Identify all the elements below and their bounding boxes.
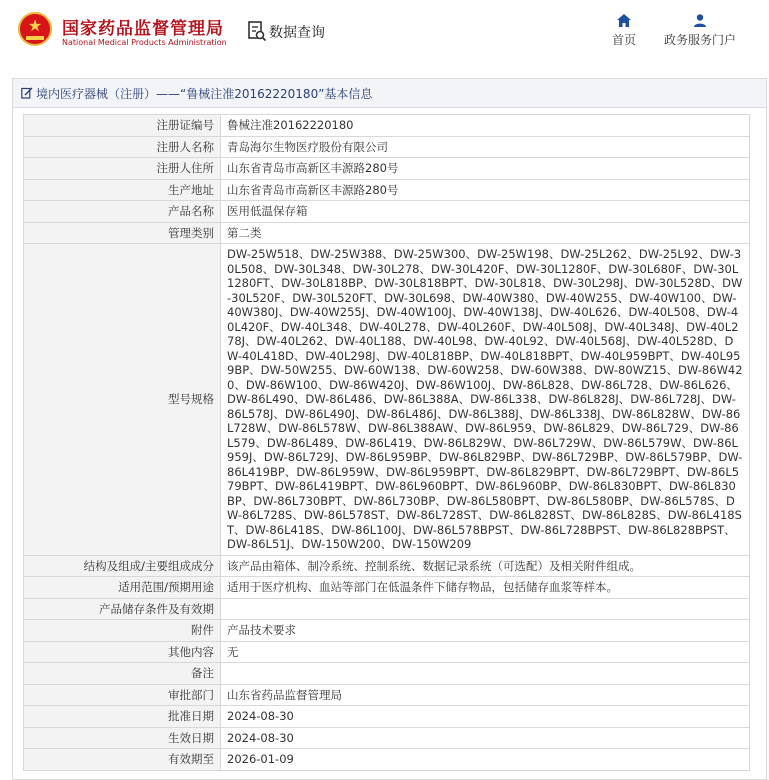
table-row [24,620,750,642]
site-header [0,0,769,68]
model-spec-value: DW-25W518、DW-25W388、DW-25W300、DW-25W198、DW-25L262、DW-25L92、DW-30L508、DW-30L348、DW-30L278、DW-30L420F、DW-30L1280F、DW-30L680F、DW-30L1280FT、DW-30L818BP、DW-30L818BPT、DW-30L818、DW-30L298J、DW-30L528D、DW-30L520F、DW-30L520FT、DW-30L698、DW-40W380、DW-40W255、DW-40W100、DW-40W380J、DW-40W255J、DW-40W100J、DW-40W138J、DW-40L626、DW-40L508、DW-40L420F、DW-40L348、DW-40L278、DW-40L260F、DW-40L508J、DW-40L348J、DW-40L278J、DW-40L262、DW-40L188、DW-40L98、DW-40L92、DW-40L568J、DW-40L528D、DW-40L418D、DW-40L298J、DW-40L818BP、DW-40L818BPT、DW-40L959BPT、DW-40L959BP、DW-50W255、DW-60W138、DW-60W258、DW-60W388、DW-80WZ15、DW-86W420、DW-86W100、DW-86W420J、DW-86W100J、DW-86L828、DW-86L728、DW-86L626、DW-86L490、DW-86L486、DW-86L388A、DW-86L338、DW-86L828J、DW-86L728J、DW-86L578J、DW-86L490J、DW-86L486J、DW-86L388J、DW-86L338J、DW-86L828W、DW-86L728W、DW-86L578W、DW-86L388AW、DW-86L959、DW-86L829、DW-86L729、DW-86L579、DW-86L489、DW-86L419、DW-86L829W、DW-86L729W、DW-86L579W、DW-86L959J、DW-86L729J、DW-86L959BP、DW-86L829BP、DW-86L729BP、DW-86L579BP、DW-86L419BP、DW-86L959W、DW-86L959BPT、DW-86L829BPT、DW-86L729BPT、DW-86L579BPT、DW-86L419BPT、DW-86L960BPT、DW-86L960BP、DW-86L830BPT、DW-86L830BP、DW-86L730BPT、DW-86L730BP、DW-86L580BPT、DW-86L580BP、DW-86L578S、DW-86L728S、DW-86L578ST、DW-86L728ST、DW-86L828ST、DW-86L828S、DW-86L418ST、DW-86L418S、DW-86L100J、DW-86L578BPST、DW-86L728BPST、DW-86L828BPST、DW-86L51J、DW-150W200、DW-150W209 [221,244,750,556]
device-info-panel [12,78,767,780]
field-value: 无 [221,641,750,663]
table-row [24,222,750,244]
field-value: 鲁械注准20162220180 [221,115,750,137]
table-row [24,158,750,180]
table-row [24,577,750,599]
table-row [24,201,750,223]
field-label: 其他内容 [24,641,221,663]
brand-name-en: National Medical Products Administration [62,38,227,47]
nav-home-label: 首页 [611,33,636,47]
field-value: 第二类 [221,222,750,244]
field-value: 医用低温保存箱 [221,201,750,223]
field-value: 2026-01-09 [221,749,750,771]
nav-gov-services[interactable] [660,14,740,48]
panel-title-bar [13,79,766,108]
table-row [24,555,750,577]
field-label: 管理类别 [24,222,221,244]
field-label: 批准日期 [24,706,221,728]
field-label: 生产地址 [24,179,221,201]
field-label: 产品名称 [24,201,221,223]
field-label: 附件 [24,620,221,642]
field-label: 生效日期 [24,727,221,749]
field-label: 结构及组成/主要组成成分 [24,555,221,577]
nav-home[interactable] [606,14,642,48]
nav-gov-label: 政务服务门户 [663,33,736,47]
field-label: 有效期至 [24,749,221,771]
field-label: 型号规格 [24,244,221,556]
field-label: 产品储存条件及有效期 [24,598,221,620]
field-value: 2024-08-30 [221,706,750,728]
table-row [24,663,750,685]
field-value: 山东省青岛市高新区丰源路280号 [221,158,750,180]
field-value: 2024-08-30 [221,727,750,749]
edit-document-icon [21,87,33,99]
table-row [24,115,750,137]
field-label: 适用范围/预期用途 [24,577,221,599]
table-row [24,244,750,556]
brand-name-cn[interactable]: 国家药品监督管理局 [62,19,224,39]
home-icon [617,14,631,27]
device-info-table [23,114,750,771]
field-label: 注册证编号 [24,115,221,137]
field-value [221,598,750,620]
field-value: 青岛海尔生物医疗股份有限公司 [221,136,750,158]
table-row [24,179,750,201]
table-row [24,684,750,706]
field-value: 适用于医疗机构、血站等部门在低温条件下储存物品，包括储存血浆等样本。 [221,577,750,599]
field-value: 山东省药品监督管理局 [221,684,750,706]
table-row [24,706,750,728]
field-value [221,663,750,685]
table-row [24,136,750,158]
field-value: 山东省青岛市高新区丰源路280号 [221,179,750,201]
field-value: 该产品由箱体、制冷系统、控制系统、数据记录系统（可选配）及相关附件组成。 [221,555,750,577]
document-search-icon [247,20,267,42]
table-row [24,727,750,749]
table-row [24,598,750,620]
table-row [24,641,750,663]
panel-title: 境内医疗器械（注册）——“鲁械注准20162220180”基本信息 [36,87,373,101]
user-icon [693,14,707,27]
data-query-label: 数据查询 [269,25,325,41]
field-label: 注册人名称 [24,136,221,158]
field-value: 产品技术要求 [221,620,750,642]
field-label: 审批部门 [24,684,221,706]
national-emblem-icon[interactable]: ★ [18,12,52,46]
field-label: 注册人住所 [24,158,221,180]
field-label: 备注 [24,663,221,685]
